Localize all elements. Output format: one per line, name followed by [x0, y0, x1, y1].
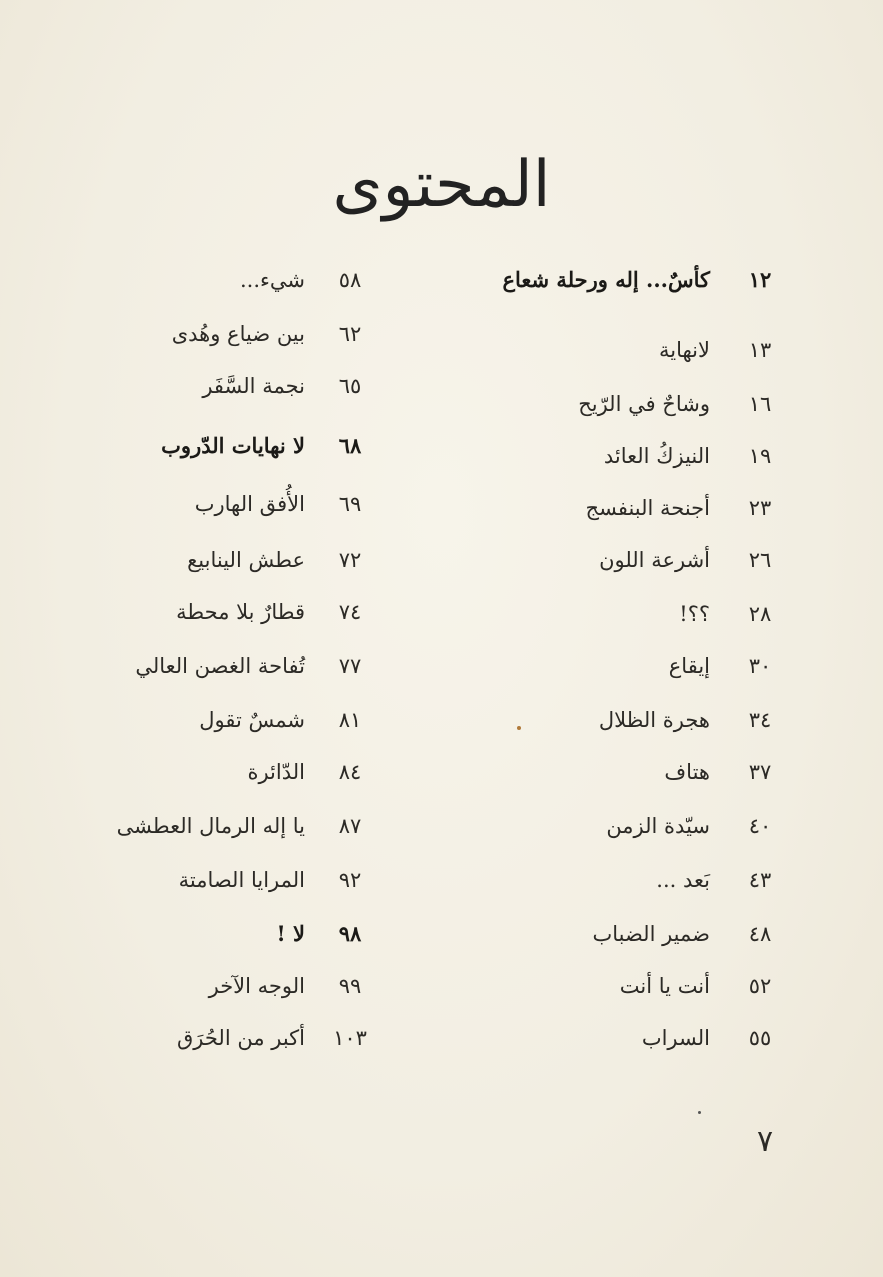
toc-entry-title: المرايا الصامتة: [178, 868, 305, 892]
toc-entry: [90, 806, 400, 846]
toc-entry-page: ٣٧: [748, 760, 772, 784]
toc-entry-title: هتاف: [664, 760, 710, 784]
toc-entry: [90, 914, 400, 954]
toc-entry-page: ٥٨: [338, 268, 362, 292]
toc-entry-page: ٨٧: [338, 814, 362, 838]
toc-entry-title: وشاحٌ في الرّيح: [578, 392, 710, 416]
toc-entry-page: ٦٨: [338, 433, 362, 458]
toc-entry-title: سيّدة الزمن: [606, 814, 710, 838]
paper-speck: [517, 726, 521, 730]
toc-entry-page: ١٦: [748, 392, 772, 416]
toc-entry: [90, 966, 400, 1006]
toc-entry: [90, 752, 400, 792]
toc-entry-title: هجرة الظلال: [598, 708, 710, 732]
toc-entry-title: لانهاية: [658, 338, 710, 362]
toc-entry: [90, 1018, 400, 1058]
toc-entry: [480, 260, 810, 300]
toc-entry-title: تُفاحة الغصن العالي: [135, 654, 305, 678]
toc-entry: [90, 366, 400, 406]
toc-entry-title: الوجه الآخر: [208, 974, 305, 998]
toc-entry-title: أجنحة البنفسج: [585, 496, 710, 520]
toc-entry-page: ٧٤: [338, 600, 362, 624]
toc-entry-page: ١٢: [748, 267, 772, 292]
toc-entry-page: ٤٨: [748, 922, 772, 946]
toc-entry: [90, 426, 400, 466]
toc-entry-title: بَعد ...: [656, 868, 710, 892]
toc-entry-title: شيء...: [240, 268, 305, 292]
toc-entry-page: ١٠٣: [333, 1026, 367, 1050]
toc-entry: [480, 966, 810, 1006]
toc-entry-page: ١٣: [748, 338, 772, 362]
toc-entry: [90, 314, 400, 354]
toc-entry: [480, 330, 810, 370]
toc-entry: [90, 592, 400, 632]
toc-entry-title: الدّائرة: [247, 760, 305, 784]
toc-entry-title: إيقاع: [668, 654, 710, 678]
toc-entry-title: بين ضياع وهُدى: [171, 322, 305, 346]
toc-entry-page: ٦٥: [338, 374, 362, 398]
toc-entry-page: ٦٢: [338, 322, 362, 346]
toc-entry-page: ٣٤: [748, 708, 772, 732]
toc-entry-page: ٤٠: [748, 814, 772, 838]
toc-entry: [480, 384, 810, 424]
toc-entry-page: ٧٧: [338, 654, 362, 678]
toc-entry: [480, 860, 810, 900]
toc-entry: [480, 752, 810, 792]
toc-entry-title: قطارٌ بلا محطة: [176, 600, 305, 624]
toc-entry-page: ٢٦: [748, 548, 772, 572]
toc-entry-page: ٩٨: [338, 921, 362, 946]
toc-entry-page: ١٩: [748, 444, 772, 468]
toc-entry-page: ٤٣: [748, 868, 772, 892]
toc-entry-page: ٥٢: [748, 974, 772, 998]
toc-entry: [90, 260, 400, 300]
toc-entry-page: ٢٣: [748, 496, 772, 520]
toc-entry-title: عطش الينابيع: [187, 548, 305, 572]
page-number: ٧: [756, 1124, 774, 1159]
toc-entry-page: ٧٢: [338, 548, 362, 572]
toc-entry-title: الأُفق الهارب: [194, 492, 305, 516]
toc-entry: [480, 1018, 810, 1058]
toc-entry-title: أنت يا أنت: [619, 974, 710, 998]
toc-entry-page: ٩٩: [338, 974, 362, 998]
toc-entry: [90, 700, 400, 740]
toc-entry: [480, 646, 810, 686]
toc-entry: [90, 860, 400, 900]
toc-entry-title: كأسٌ... إله ورحلة شعاع: [502, 267, 710, 292]
toc-entry-title: أكبر من الحُرَق: [176, 1026, 305, 1050]
toc-entry-title: النيزكُ العائد: [603, 444, 710, 468]
toc-entry-title: السراب: [641, 1026, 710, 1050]
toc-entry-title: شمسٌ تقول: [199, 708, 305, 732]
toc-entry-title: يا إله الرمال العطشى: [116, 814, 305, 838]
toc-entry-title: ضمير الضباب: [592, 922, 710, 946]
toc-entry-title: ؟؟!: [679, 602, 710, 626]
paper-speck: [698, 1111, 701, 1114]
toc-entry-title: لا !: [276, 921, 305, 946]
toc-entry-page: ٨٤: [338, 760, 362, 784]
toc-entry: [480, 488, 810, 528]
page-title: المحتوى: [332, 148, 551, 222]
toc-entry: [90, 540, 400, 580]
toc-entry-page: ٦٩: [338, 492, 362, 516]
toc-entry-page: ٩٢: [338, 868, 362, 892]
toc-entry-page: ٣٠: [748, 654, 772, 678]
toc-entry-title: نجمة السَّفَر: [202, 374, 305, 398]
toc-entry-page: ٨١: [338, 708, 362, 732]
toc-entry-page: ٢٨: [748, 602, 772, 626]
toc-entry: [90, 484, 400, 524]
toc-entry-title: أشرعة اللون: [599, 548, 710, 572]
toc-entry: [480, 806, 810, 846]
toc-entry: [90, 646, 400, 686]
toc-entry: [480, 594, 810, 634]
toc-entry: [480, 540, 810, 580]
toc-entry: [480, 700, 810, 740]
toc-entry-title: لا نهايات الدّروب: [161, 433, 305, 458]
toc-entry-page: ٥٥: [748, 1026, 772, 1050]
toc-entry: [480, 914, 810, 954]
toc-entry: [480, 436, 810, 476]
